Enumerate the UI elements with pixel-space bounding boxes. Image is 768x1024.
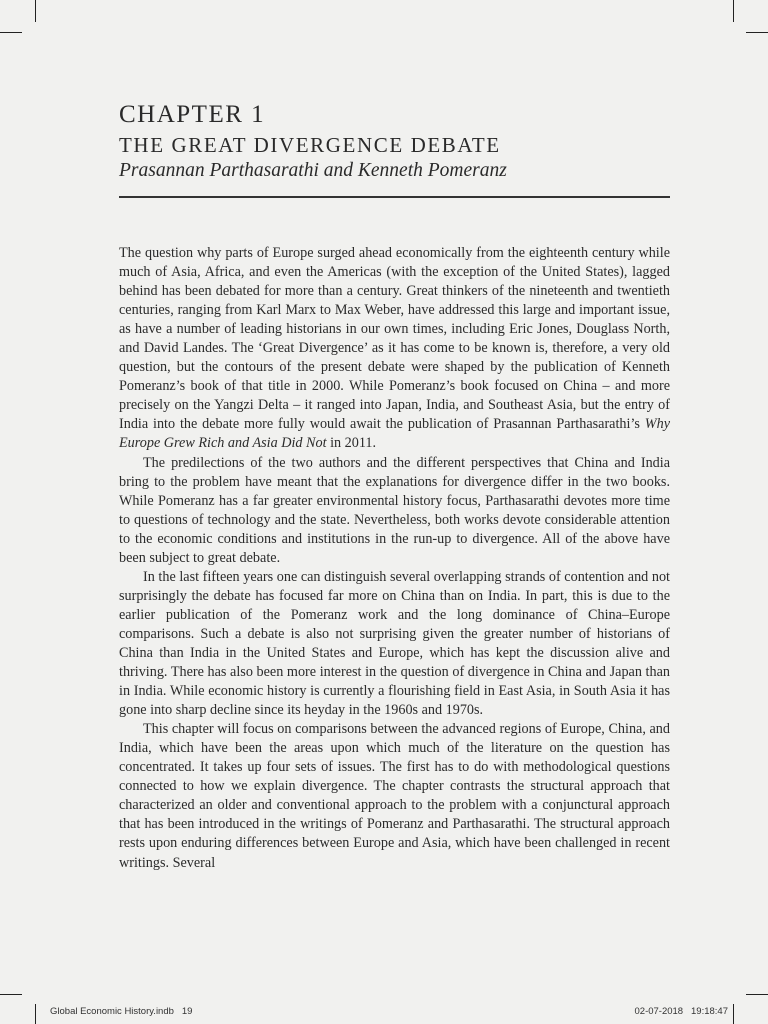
paragraph-text: The question why parts of Europe surged ahead economically from the eighteenth century while much of Asia, Africa, and even the Americas (with the exception of the United States), lagged behind has been debated for more than a century. Great thinkers of the nineteenth and twentieth centuries, ranging from Karl Marx to Max Weber, have addressed this large and important issue, as have a number of leading historians in our own times, including Eric Jones, Douglass North, and David Landes. The ‘Great Divergence’ as it has come to be known is, therefore, a very old question, but the contours of the present debate were shaped by the publication of Kenneth Pomeranz’s book of that title in 2000. While Pomeranz’s book focused on China – and more precisely on the Yangzi Delta – it ranged into Japan, India, and Southeast Asia, but the entry of India into the debate more fully would await the publication of Prasannan Parthasarathi’s: [119, 245, 670, 433]
crop-mark-top-right: [733, 0, 734, 22]
paragraph: The predilections of the two authors and the different perspectives that China and India bring to the problem have meant that the explanations for divergence differ in the two books. While Pomeranz has a far greater environmental history focus, Parthasarathi devotes more time to questions of technology and the state. Nevertheless, both works devote considerable attention to the economic conditions and institutions in the run-up to divergence. All of the above have been subject to great debate.: [119, 454, 670, 566]
footer-timestamp: [635, 1006, 729, 1017]
book-title: Why Europe Grew Rich and Asia Did Not: [119, 416, 670, 452]
crop-mark-top-left: [35, 0, 36, 22]
paragraph: In the last fifteen years one can distinguish several overlapping strands of contention and not surprisingly the debate has focused far more on China than on India. In part, this is due to the earlier publication of the Pomeranz work and the long dominance of China–Europe comparisons. Such a debate is also not surprising given the greater number of historians of China than India in the United States and Europe, which has kept the discussion alive and thriving. There has also been more interest in the question of divergence in China and Japan than in India. While economic history is currently a flourishing field in East Asia, in South Asia it has gone into sharp decline since its heyday in the 1960s and 1970s.: [119, 568, 670, 719]
chapter-label: CHAPTER 1: [119, 101, 266, 128]
chapter-header: [119, 100, 670, 184]
crop-mark-top-left-h: [0, 32, 22, 33]
crop-mark-bottom-right: [733, 1004, 734, 1024]
paragraph-text: in 2011.: [326, 435, 377, 452]
chapter-authors: Prasannan Parthasarathi and Kenneth Pomeranz: [119, 160, 507, 181]
footer-file-info: [50, 1006, 192, 1017]
crop-mark-bottom-left: [35, 1004, 36, 1024]
paragraph: This chapter will focus on comparisons between the advanced regions of Europe, China, and India, which have been the areas upon which much of the literature on the question has concentrated. It takes up four sets of issues. The first has to do with methodological questions connected to how we explain divergence. The chapter contrasts the structural approach that characterized an older and conventional approach to the problem with a conjunctural approach that has been introduced in the writings of Pomeranz and Parthasarathi. The structural approach rests upon enduring differences between Europe and Asia, which have been challenged in recent writings. Several: [119, 721, 670, 871]
crop-mark-bottom-right-h: [746, 994, 768, 995]
header-rule: [119, 196, 670, 198]
footer-file-name: Global Economic History.indb 19: [50, 1006, 193, 1017]
paragraph: [119, 244, 670, 454]
chapter-title: THE GREAT DIVERGENCE DEBATE: [119, 133, 501, 157]
footer-timestamp-text: 02-07-2018 19:18:47: [634, 1006, 728, 1017]
crop-mark-top-right-h: [746, 32, 768, 33]
crop-mark-bottom-left-h: [0, 994, 22, 995]
chapter-body: [119, 244, 670, 873]
